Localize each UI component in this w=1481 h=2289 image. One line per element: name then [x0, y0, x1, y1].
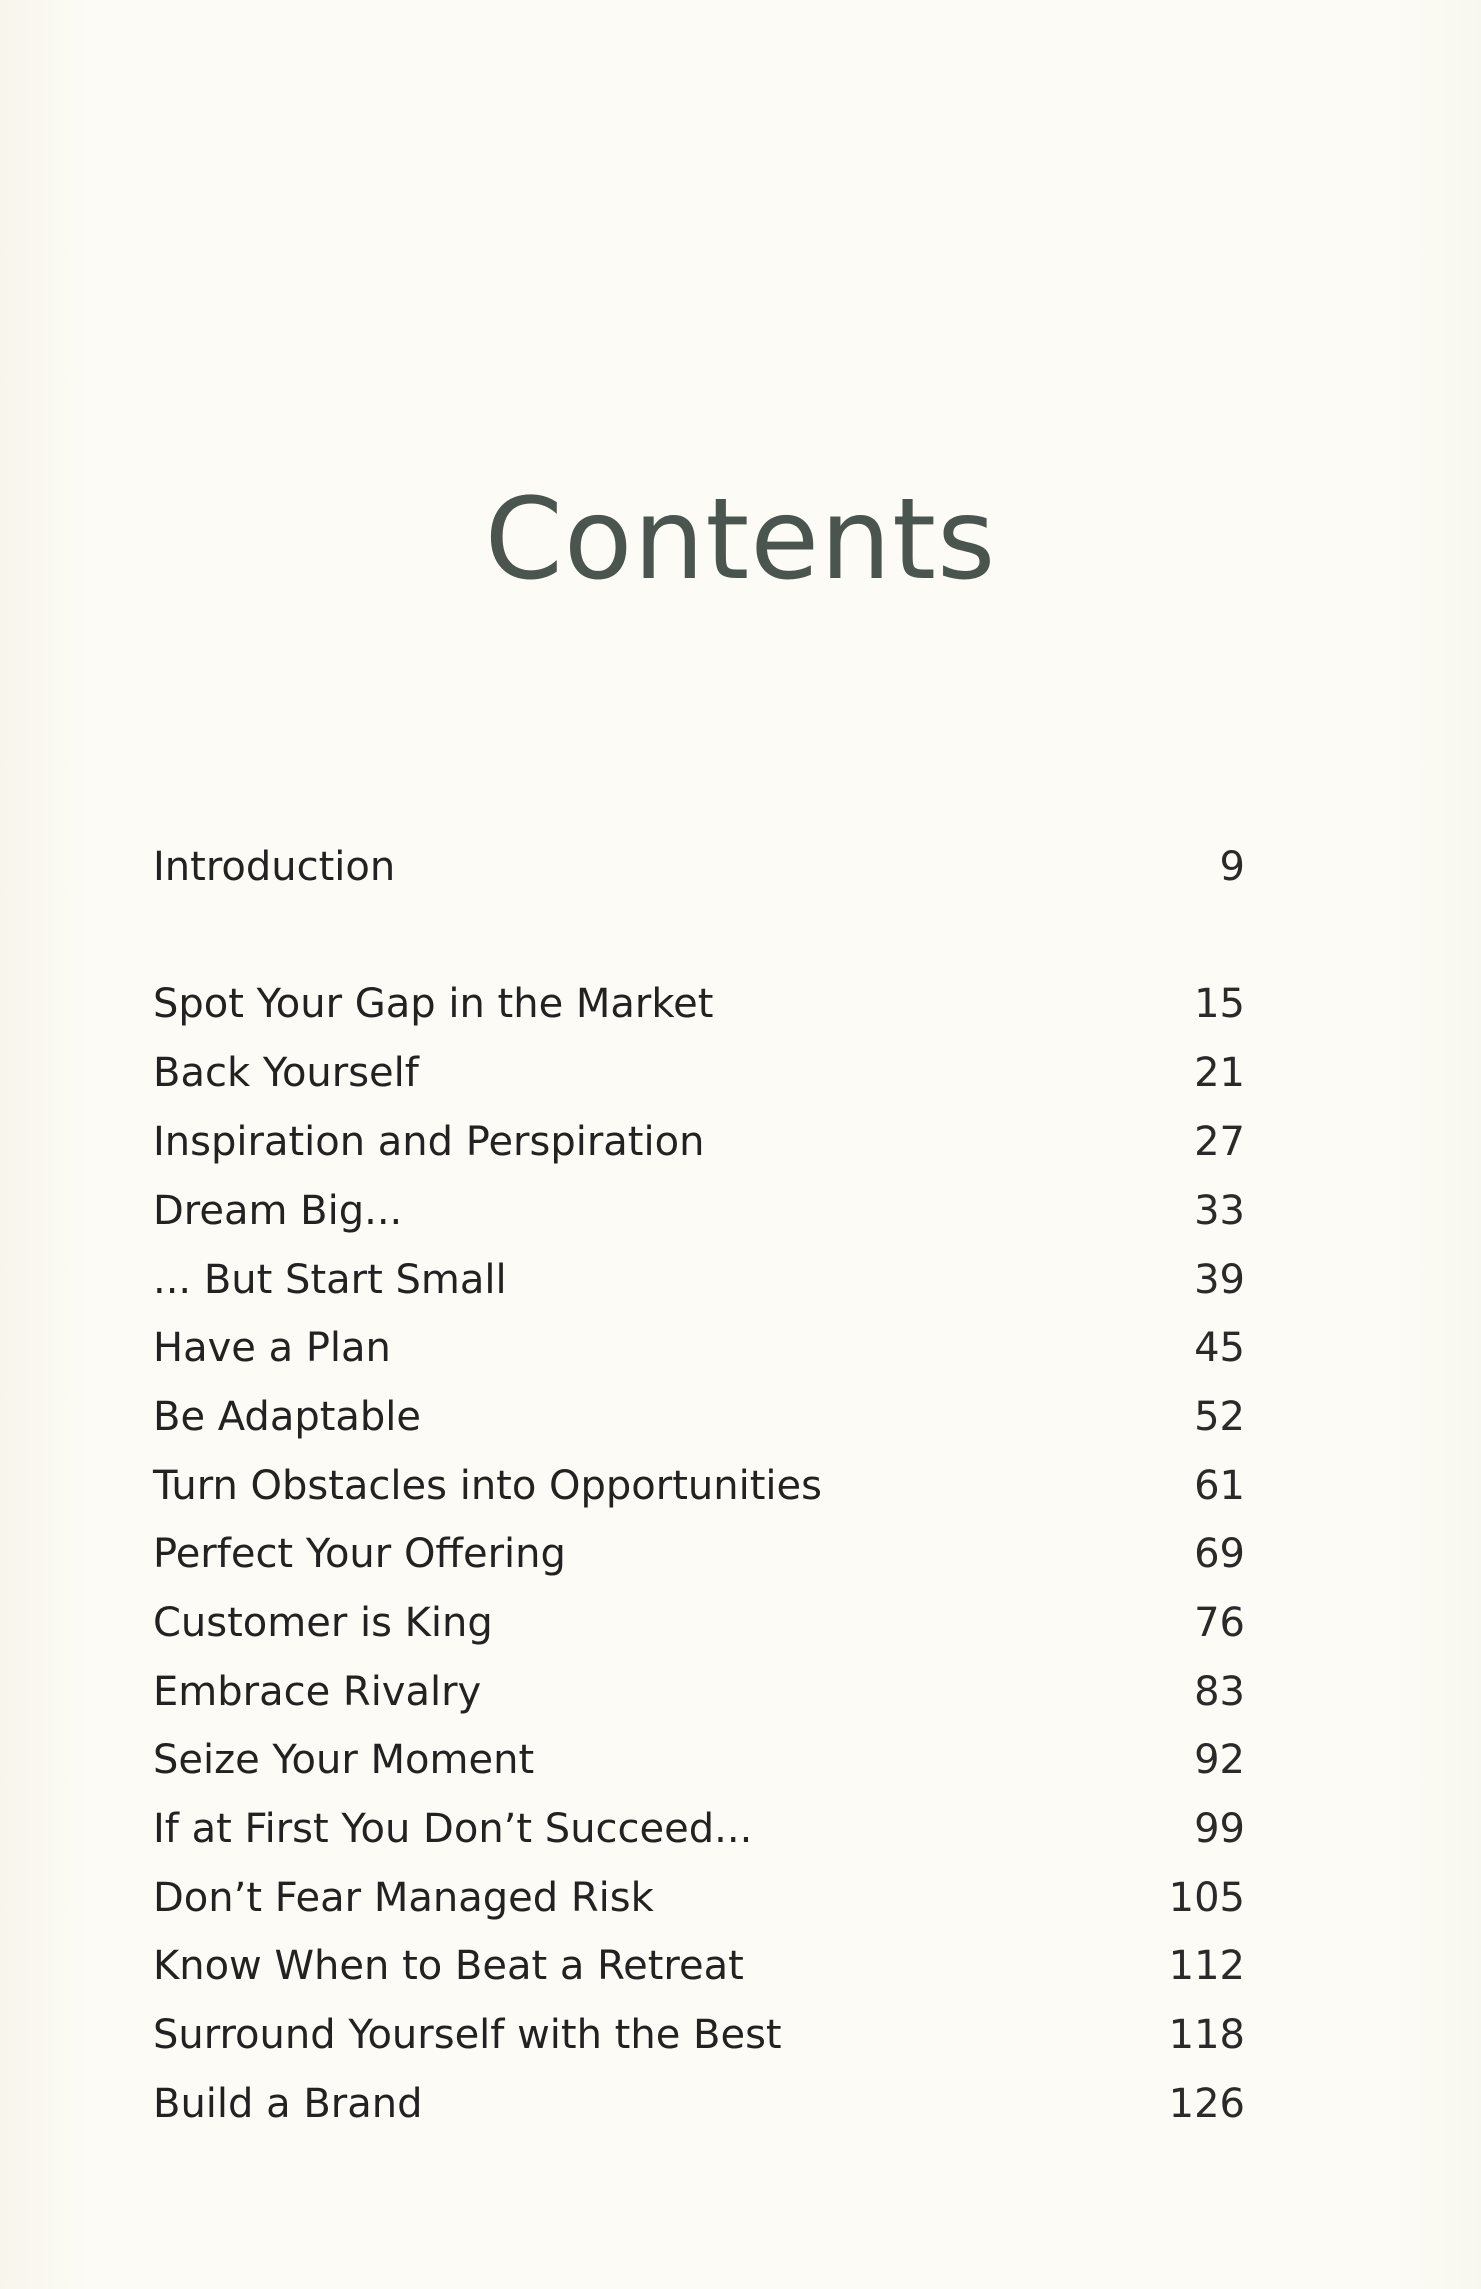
toc-entry	[153, 1799, 1245, 1859]
toc-entry	[153, 1387, 1245, 1447]
table-of-contents	[153, 0, 1245, 2289]
toc-entry-page: 76	[1194, 1600, 1245, 1646]
toc-entry-page: 52	[1194, 1394, 1245, 1440]
toc-entry	[153, 1112, 1245, 1172]
contents-title: Contents	[484, 475, 997, 605]
toc-entry-page: 9	[1219, 844, 1245, 890]
toc-entry	[153, 1456, 1245, 1516]
toc-entry-title: Inspiration and Perspiration	[153, 1119, 705, 1165]
toc-entry-page: 69	[1194, 1531, 1245, 1577]
toc-entry-page: 61	[1194, 1463, 1245, 1509]
toc-entry-title: Turn Obstacles into Opportunities	[153, 1463, 822, 1509]
toc-entry-page: 21	[1194, 1050, 1245, 1096]
toc-entry-page: 99	[1194, 1806, 1245, 1852]
toc-entry-page: 112	[1168, 1943, 1245, 1989]
toc-entry	[153, 1730, 1245, 1790]
toc-entry-title: Build a Brand	[153, 2081, 423, 2127]
toc-entry	[153, 1318, 1245, 1378]
toc-entry-title: ... But Start Small	[153, 1257, 507, 1303]
toc-entry-page: 15	[1194, 981, 1245, 1027]
toc-entry-page: 105	[1168, 1875, 1245, 1921]
toc-entry	[153, 1043, 1245, 1103]
toc-entry-title: Don’t Fear Managed Risk	[153, 1875, 654, 1921]
toc-entry-title: Have a Plan	[153, 1325, 391, 1371]
toc-entry	[153, 1181, 1245, 1241]
toc-entry-page: 33	[1194, 1188, 1245, 1234]
toc-entry	[153, 2005, 1245, 2065]
toc-entry-title: Perfect Your Offering	[153, 1531, 566, 1577]
toc-entry-page: 126	[1168, 2081, 1245, 2127]
toc-entry	[153, 837, 1245, 897]
toc-entry	[153, 2074, 1245, 2134]
toc-entry-title: Know When to Beat a Retreat	[153, 1943, 744, 1989]
toc-entry-title: Be Adaptable	[153, 1394, 422, 1440]
toc-entry-page: 45	[1194, 1325, 1245, 1371]
toc-entry-title: Spot Your Gap in the Market	[153, 981, 714, 1027]
toc-entry	[153, 1936, 1245, 1996]
toc-entry	[153, 1250, 1245, 1310]
toc-entry-title: Back Yourself	[153, 1050, 419, 1096]
toc-entry	[153, 974, 1245, 1034]
toc-entry-page: 118	[1168, 2012, 1245, 2058]
toc-entry-page: 27	[1194, 1119, 1245, 1165]
toc-entry	[153, 1662, 1245, 1722]
toc-entry	[153, 1524, 1245, 1584]
toc-entry-title: Dream Big...	[153, 1188, 403, 1234]
toc-entry-title: Introduction	[153, 844, 396, 890]
toc-entry-title: If at First You Don’t Succeed...	[153, 1806, 753, 1852]
toc-entry-title: Customer is King	[153, 1600, 493, 1646]
toc-entry-title: Embrace Rivalry	[153, 1669, 482, 1715]
toc-entry	[153, 1868, 1245, 1928]
toc-entry-page: 39	[1194, 1257, 1245, 1303]
toc-entry-title: Surround Yourself with the Best	[153, 2012, 782, 2058]
toc-entry-page: 92	[1194, 1737, 1245, 1783]
toc-entry-page: 83	[1194, 1669, 1245, 1715]
toc-entry	[153, 1593, 1245, 1653]
toc-entry-title: Seize Your Moment	[153, 1737, 535, 1783]
